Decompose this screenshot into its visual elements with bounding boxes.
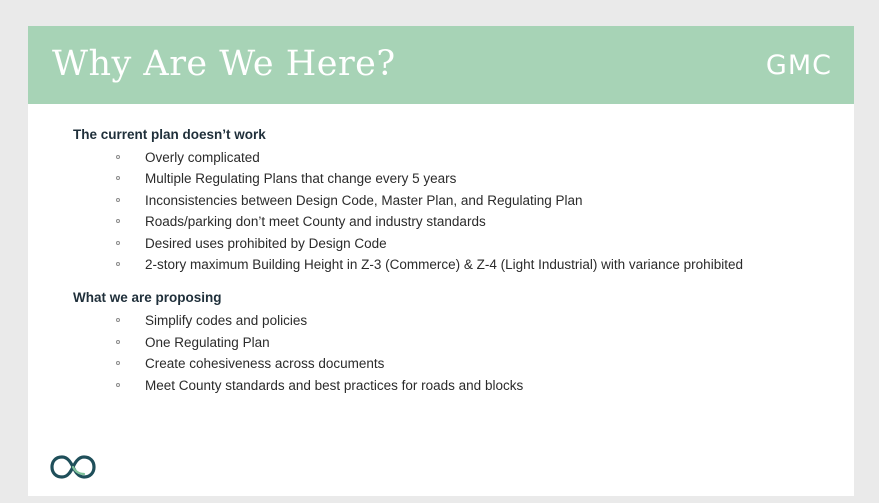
infinity-logo-icon [50, 454, 96, 480]
bullet-text: Overly complicated [145, 150, 260, 165]
bullet-text: Create cohesiveness across documents [145, 356, 385, 372]
bullet-item [73, 332, 843, 353]
bullet-text: 2-story maximum Building Height in Z-3 (Commerce) & Z-4 (Light Industrial) with variance prohibited [145, 257, 743, 273]
bullet-circle-icon [116, 318, 120, 322]
bullet-text: Simplify codes and policies [145, 313, 308, 329]
bullet-text: Meet County standards and best practices for roads and blocks [145, 377, 524, 393]
bullet-item [73, 310, 843, 331]
section-heading-proposal: What we are proposing [73, 290, 222, 306]
section-spacer [73, 275, 843, 289]
bullet-circle-icon [116, 361, 120, 365]
bullet-circle-icon [116, 340, 120, 344]
bullet-item [73, 375, 843, 396]
title-banner [28, 26, 854, 104]
bullet-text: One Regulating Plan [145, 334, 270, 350]
bullet-text: Multiple Regulating Plans that change every 5 years [145, 171, 457, 187]
slide-content [73, 126, 843, 396]
bullet-item [73, 168, 843, 189]
bullet-circle-icon [116, 262, 120, 266]
bullet-circle-icon [116, 241, 120, 245]
bullet-circle-icon [116, 155, 120, 159]
slide-title: Why Are We Here? [52, 44, 396, 84]
bullet-circle-icon [116, 176, 120, 180]
bullet-circle-icon [116, 198, 120, 202]
current-plan-bullets [73, 147, 843, 275]
proposal-section [73, 289, 843, 396]
section-heading-current-plan: The current plan doesn’t work [73, 127, 266, 142]
current-plan-section [73, 126, 843, 275]
bullet-item [73, 190, 843, 211]
bullet-item [73, 353, 843, 374]
bullet-item [73, 254, 843, 275]
gmc-logo: GMC [765, 50, 832, 81]
bullet-text: Desired uses prohibited by Design Code [145, 235, 387, 251]
bullet-circle-icon [116, 219, 120, 223]
bullet-item [73, 233, 843, 254]
bullet-text: Inconsistencies between Design Code, Master Plan, and Regulating Plan [145, 192, 583, 208]
proposal-bullets [73, 310, 843, 396]
bullet-item [73, 147, 843, 168]
bullet-item [73, 211, 843, 232]
bullet-text: Roads/parking don’t meet County and industry standards [145, 214, 486, 230]
bullet-circle-icon [116, 383, 120, 387]
presentation-slide [28, 26, 854, 496]
